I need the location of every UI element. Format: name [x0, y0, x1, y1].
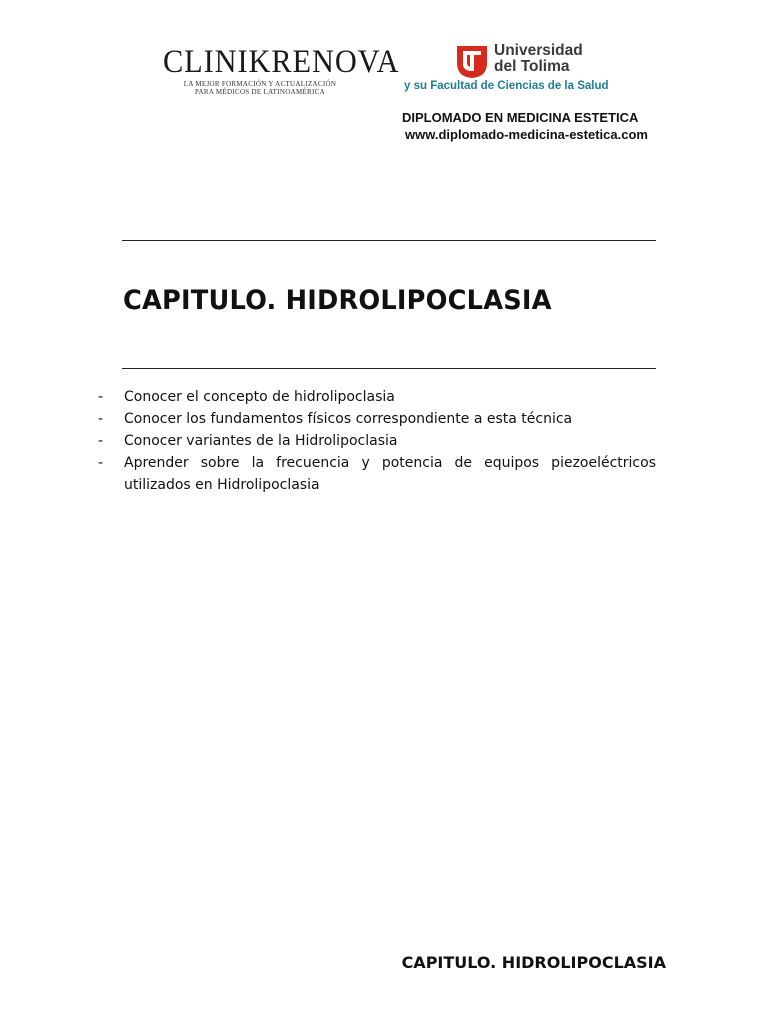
university-name-line-1: Universidad: [494, 42, 583, 59]
program-title: DIPLOMADO EN MEDICINA ESTETICA: [402, 110, 639, 125]
program-website: www.diplomado-medicina-estetica.com: [405, 127, 648, 142]
university-name-line-2: del Tolima: [494, 58, 570, 75]
list-item-text: Conocer variantes de la Hidrolipoclasia: [124, 433, 398, 449]
clinikrenova-tagline-line-2: PARA MÉDICOS DE LATINOAMÉRICA: [195, 88, 325, 96]
university-name: [494, 43, 583, 75]
list-item-text: Conocer el concepto de hidrolipoclasia: [124, 389, 395, 405]
objectives-list: [98, 386, 656, 496]
clinikrenova-logo-name: CLINIKRENOVA: [163, 44, 400, 80]
list-item: [98, 408, 656, 430]
list-item-text: Aprender sobre la frecuencia y potencia de equipos piezoeléctricos utilizados en Hidrolipoclasia: [124, 455, 656, 493]
title-rule-top: [122, 240, 656, 241]
clinikrenova-tagline-line-1: LA MEJOR FORMACIÓN Y ACTUALIZACIÓN: [183, 80, 337, 88]
clinikrenova-logo: [163, 44, 400, 96]
list-bullet: -: [98, 389, 104, 405]
university-faculty: y su Facultad de Ciencias de la Salud: [404, 80, 609, 92]
footer-chapter-title: CAPITULO. HIDROLIPOCLASIA: [401, 953, 666, 972]
list-bullet: -: [98, 411, 104, 427]
list-item: [98, 386, 656, 408]
list-item-text: Conocer los fundamentos físicos correspondiente a esta técnica: [124, 411, 573, 427]
list-item: [98, 430, 656, 452]
title-rule-bottom: [122, 368, 656, 369]
list-bullet: -: [98, 455, 104, 471]
chapter-title: CAPITULO. HIDROLIPOCLASIA: [123, 285, 552, 316]
clinikrenova-logo-tagline: [175, 80, 345, 96]
ut-emblem-icon: [456, 45, 488, 79]
list-item: [98, 452, 656, 496]
list-bullet: -: [98, 433, 104, 449]
program-info: [402, 109, 648, 143]
